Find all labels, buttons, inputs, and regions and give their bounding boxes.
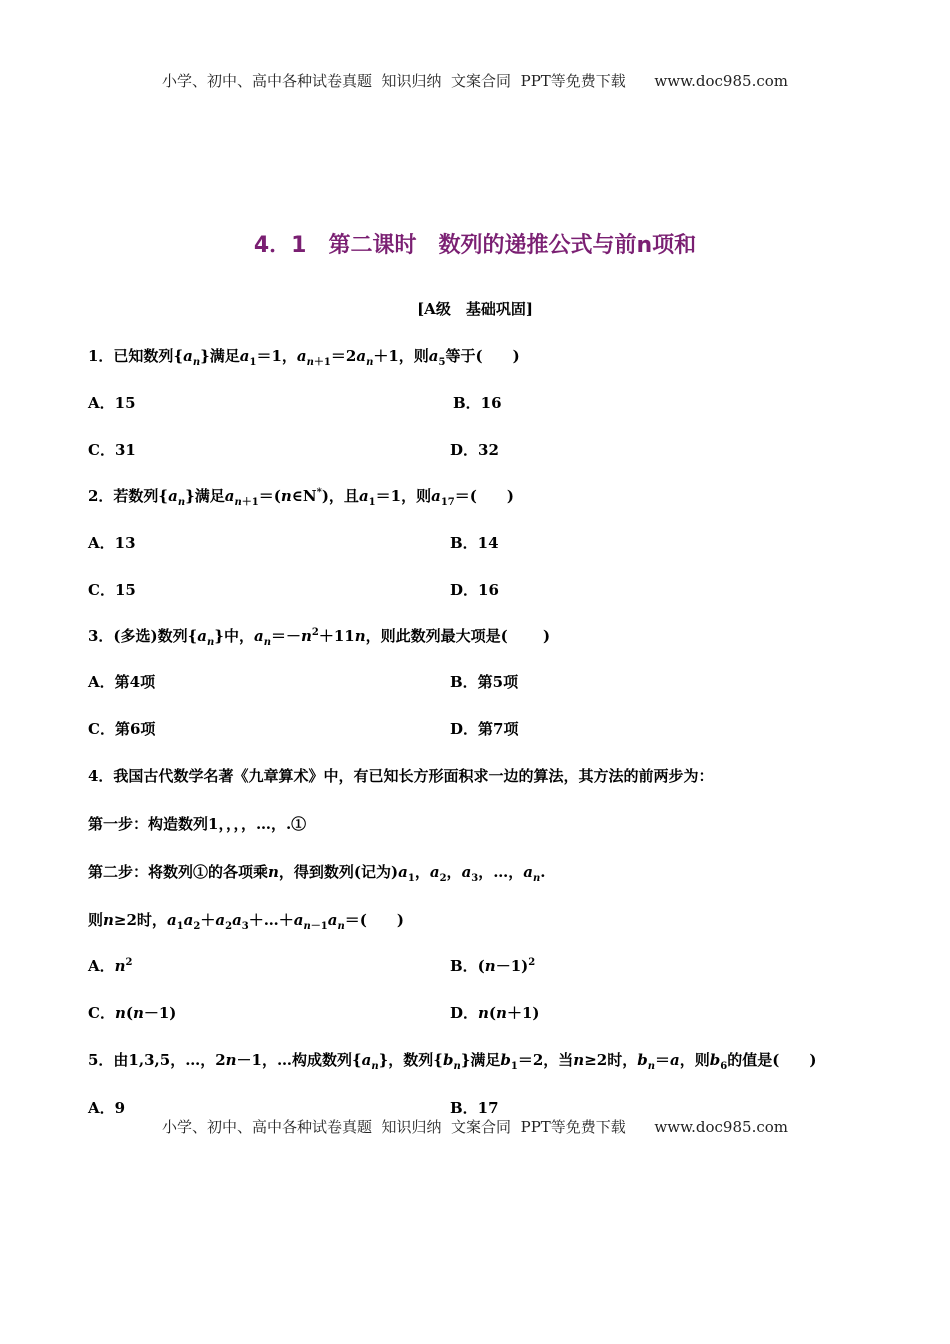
- question-4-option-b: B．$(n-1)^2$: [450, 957, 536, 975]
- question-4-stem: 4．我国古代数学名著《九章算术》中，有已知长方形面积求一边的算法，其方法的前两步为：: [88, 767, 714, 785]
- question-4-option-d: D．n(n＋1): [450, 1004, 540, 1022]
- question-2-option-c: C．15: [88, 581, 136, 599]
- question-2-option-b: B．14: [450, 534, 499, 552]
- question-1-option-a: A．15: [88, 394, 136, 412]
- question-5-stem: 5．由1,3,5，…，2n－1，…构成数列$\{a_n\}$，数列$\{b_n\}$满足$b_1=2$，当n≥2时，$b_n=a$，则$b_6$的值是( ): [88, 1051, 817, 1072]
- question-3-option-a: A．第4项: [88, 673, 156, 691]
- question-5-option-b: B．17: [450, 1099, 499, 1117]
- question-2-stem: 2．若数列$\{a_n\}$满足$a_{n+1}=(n\in N^*)$，且$a_1=1$，则$a_{17}=$( ): [88, 487, 514, 508]
- question-4-option-c: C．n(n－1): [88, 1004, 177, 1022]
- question-3-option-b: B．第5项: [450, 673, 519, 691]
- page-title: 4．1 第二课时 数列的递推公式与前n项和: [253, 233, 697, 258]
- question-1-option-c: C．31: [88, 441, 136, 459]
- question-1-stem: 1．已知数列$\{a_n\}$满足$a_1=1$，$a_{n+1}=2a_n+1$，则$a_5$等于( ): [88, 347, 520, 368]
- question-4-step-1: 第一步：构造数列1，，，，…，.①: [88, 815, 307, 833]
- question-3-option-d: D．第7项: [450, 720, 519, 738]
- question-5-option-a: A．9: [88, 1099, 126, 1117]
- question-4-question: 则n≥2时，$a_1a_2+a_2a_3+\dots+a_{n-1}a_n=$( ): [88, 911, 404, 932]
- question-2-option-d: D．16: [450, 581, 499, 599]
- question-3-option-c: C．第6项: [88, 720, 156, 738]
- question-3-stem: 3．(多选)数列$\{a_n\}$中，$a_n=-n^2+11n$，则此数列最大项是( ): [88, 627, 551, 648]
- page-header: 小学、初中、高中各种试卷真题 知识归纳 文案合同 PPT等免费下载 www.doc985.com: [161, 72, 788, 90]
- section-heading: [A级 基础巩固]: [417, 300, 533, 318]
- question-1-option-b: B．16: [453, 394, 502, 412]
- question-2-option-a: A．13: [88, 534, 136, 552]
- question-4-step-2: 第二步：将数列①的各项乘n，得到数列(记为)$a_1$，$a_2$，$a_3$，…，$a_n$.: [88, 863, 546, 884]
- page-footer: 小学、初中、高中各种试卷真题 知识归纳 文案合同 PPT等免费下载 www.doc985.com: [161, 1118, 788, 1136]
- question-4-option-a: A．$n^2$: [88, 957, 133, 975]
- question-1-option-d: D．32: [450, 441, 499, 459]
